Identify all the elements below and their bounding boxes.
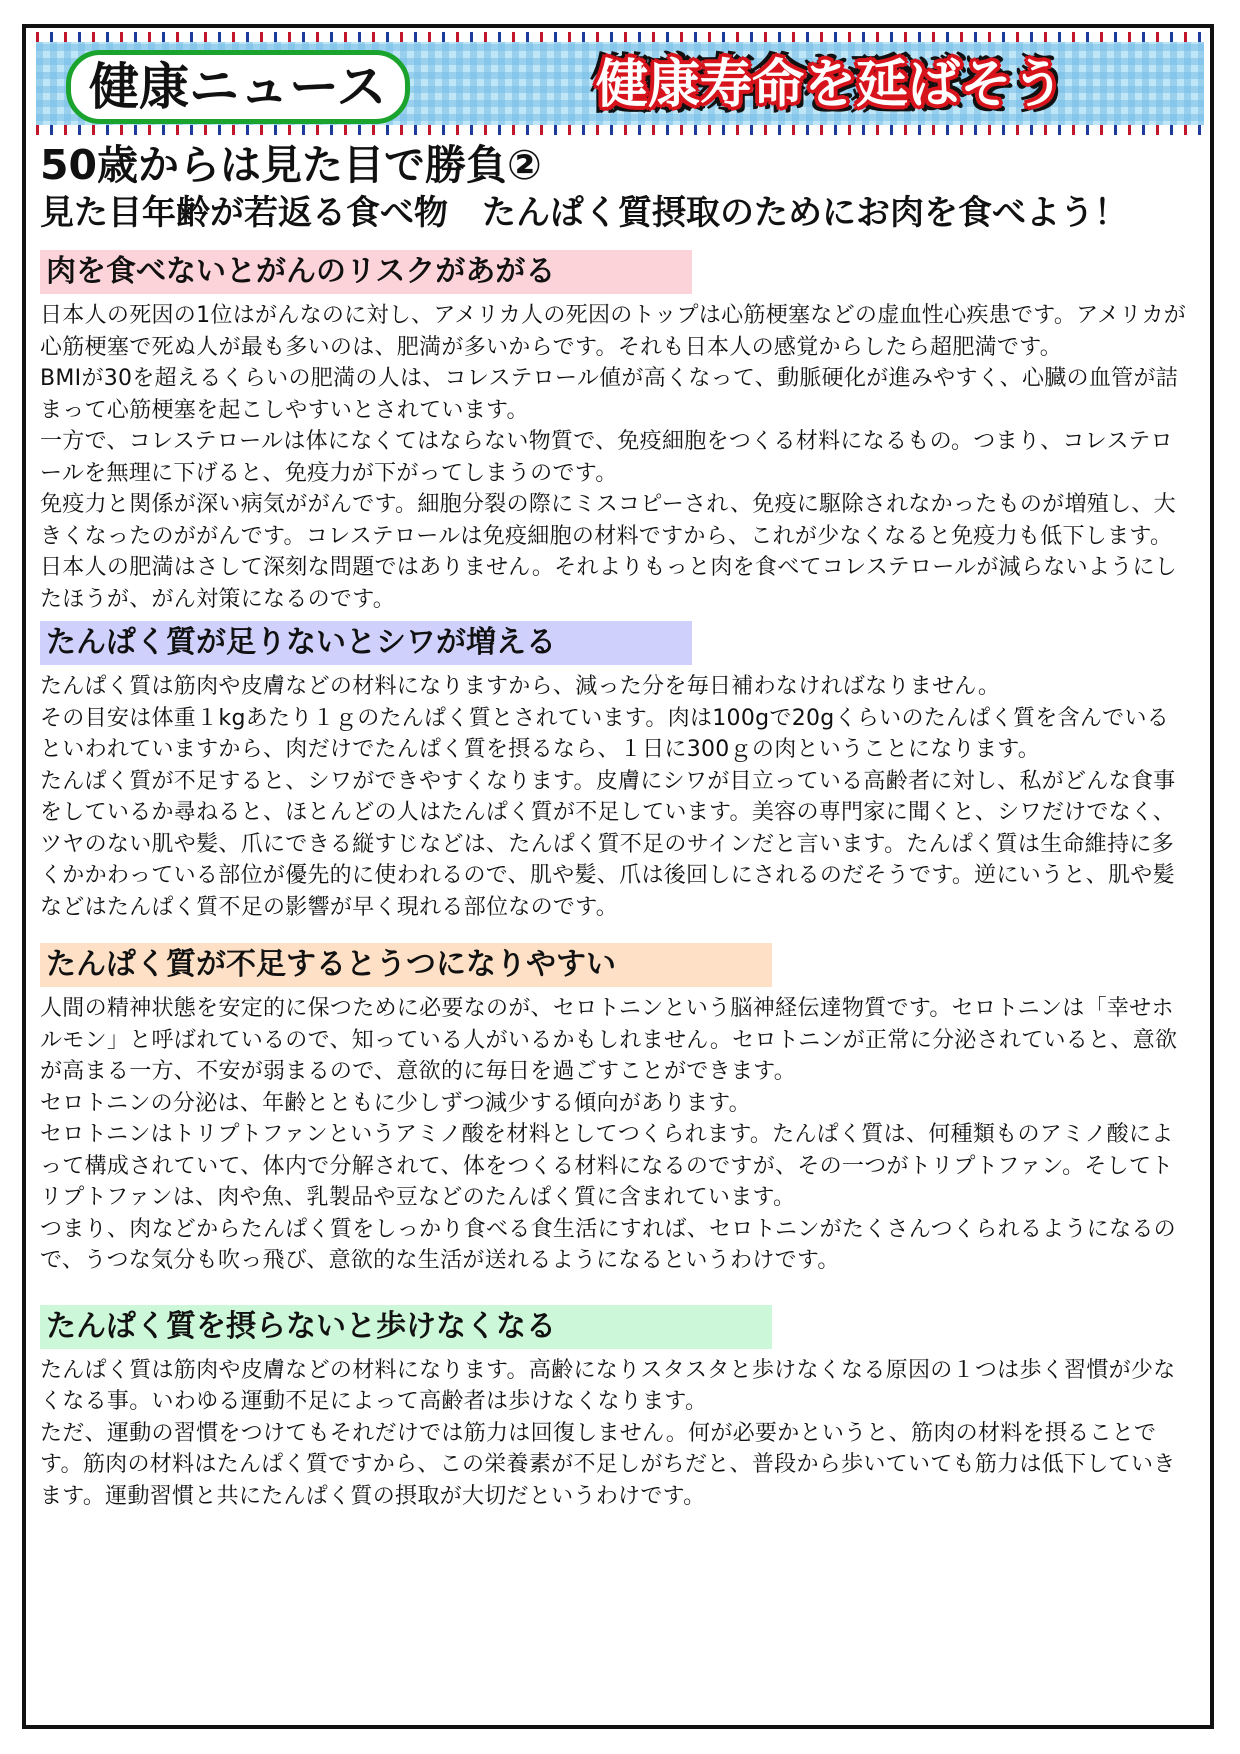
paragraph: たんぱく質が不足すると、シワができやすくなります。皮膚にシワが目立っている高齢者に対し、私がどんな食事をしているか尋ねると、ほとんどの人はたんぱく質が不足しています。美容の専門家に聞くと、シワだけでなく、ツヤのない肌や髪、爪にできる縦すじなどは、たんぱく質不足のサインだと言います。たんぱく質は生命維持に多くかかわっている部位が優先的に使われるので、肌や髪、爪は後回しにされるのだそうです。逆にいうと、肌や髪などはたんぱく質不足の影響が早く現れる部位なのです。 xyxy=(40,768,1176,920)
spacer xyxy=(40,1277,1200,1299)
paragraph: BMIが30を超えるくらいの肥満の人は、コレステロール値が高くなって、動脈硬化が進みやすく、心臓の血管が詰まって心筋梗塞を起こしやすいとされています。 xyxy=(40,366,1179,423)
paragraph: たんぱく質は筋肉や皮膚などの材料になりますから、減った分を毎日補わなければなりません。 xyxy=(40,674,1001,699)
section-depression xyxy=(40,937,1200,1277)
paragraph: 免疫力と関係が深い病気ががんです。細胞分裂の際にミスコピーされ、免疫に駆除されなかったものが増殖し、大きくなったのががんです。コレステロールは免疫細胞の材料ですから、これが少なくなると免疫力も低下します。 xyxy=(40,492,1176,549)
section-heading: 肉を食べないとがんのリスクがあがる xyxy=(40,250,692,294)
paragraph: セロトニンはトリプトファンというアミノ酸を材料としてつくられます。たんぱく質は、何種類ものアミノ酸によって構成されていて、体内で分解されて、体をつくる材料になるのですが、その一つがトリプトファン。そしてトリプトファンは、肉や魚、乳製品や豆などのたんぱく質に含まれています。 xyxy=(40,1122,1174,1210)
spacer xyxy=(40,923,1200,937)
section-heading: たんぱく質が足りないとシワが増える xyxy=(40,621,692,665)
header-banner xyxy=(36,32,1204,135)
section-heading: たんぱく質が不足するとうつになりやすい xyxy=(40,943,772,987)
article xyxy=(40,140,1200,1512)
section-heading: たんぱく質を摂らないと歩けなくなる xyxy=(40,1305,772,1349)
section-wrinkles xyxy=(40,615,1200,923)
paragraph: ただ、運動の習慣をつけてもそれだけでは筋力は回復しません。何が必要かというと、筋肉の材料を摂ることです。筋肉の材料はたんぱく質ですから、この栄養素が不足しがちだと、普段から歩いていても筋力は低下していきます。運動習慣と共にたんぱく質の摂取が大切だというわけです。 xyxy=(40,1420,1176,1509)
paragraph: 一方で、コレステロールは体になくてはならない物質で、免疫細胞をつくる材料になるもの。つまり、コレステロールを無理に下げると、免疫力が下がってしまうのです。 xyxy=(40,429,1173,486)
section-cancer-risk xyxy=(40,244,1200,615)
news-badge: 健康ニュース xyxy=(66,50,410,124)
banner-stripe-top xyxy=(36,32,1204,42)
paragraph: つまり、肉などからたんぱく質をしっかり食べる食生活にすれば、セロトニンがたくさんつくられるようになるので、うつな気分も吹っ飛び、意欲的な生活が送れるようになるというわけです。 xyxy=(40,1216,1176,1273)
paragraph: その目安は体重１kgあたり１ｇのたんぱく質とされています。肉は100gで20gくらいのたんぱく質を含んでいるといわれていますから、肉だけでたんぱく質を摂るなら、１日に300ｇの肉ということになります。 xyxy=(40,705,1170,762)
paragraph: セロトニンの分泌は、年齢とともに少しずつ減少する傾向があります。 xyxy=(40,1090,751,1116)
banner-stripe-bottom xyxy=(36,125,1204,135)
paragraph: たんぱく質は筋肉や皮膚などの材料になります。高齢になりスタスタと歩けなくなる原因の１つは歩く習慣が少なくなる事。いわゆる運動不足によって高齢者は歩けなくなります。 xyxy=(40,1357,1176,1414)
article-title: 50歳からは見た目で勝負② xyxy=(40,141,542,189)
paragraph: 日本人の死因の1位はがんなのに対し、アメリカ人の死因のトップは心筋梗塞などの虚血性心疾患です。アメリカが心筋梗塞で死ぬ人が最も多いのは、肥満が多いからです。それも日本人の感覚からしたら超肥満です。 xyxy=(40,303,1187,360)
slogan: 健康寿命を延ばそう xyxy=(596,55,1065,115)
paragraph: 人間の精神状態を安定的に保つために必要なのが、セロトニンという脳神経伝達物質です。セロトニンは「幸せホルモン」と呼ばれているので、知っている人がいるかもしれません。セロトニンが正常に分泌されていると、意欲が高まる一方、不安が弱まるので、意欲的に毎日を過ごすことができます。 xyxy=(40,996,1178,1084)
article-subtitle: 見た目年齢が若返る食べ物 たんぱく質摂取のためにお肉を食べよう！ xyxy=(40,193,1128,233)
section-walking xyxy=(40,1299,1200,1513)
paragraph: 日本人の肥満はさして深刻な問題ではありません。それよりもっと肉を食べてコレステロールが減らないようにしたほうが、がん対策になるのです。 xyxy=(40,555,1178,612)
